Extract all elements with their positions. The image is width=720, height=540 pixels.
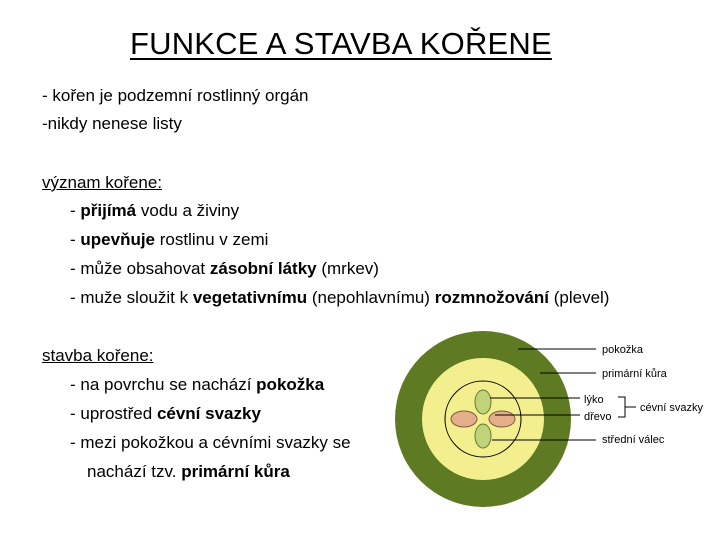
label-pokozka: pokožka [602, 344, 643, 356]
stavba-item-1: - na povrchu se nachází pokožka [70, 375, 325, 394]
label-stredni-valec: střední válec [602, 434, 665, 446]
label-drevo: dřevo [584, 411, 612, 423]
label-primarni-kura: primární kůra [602, 368, 667, 380]
page-title: FUNKCE A STAVBA KOŘENE [130, 26, 552, 61]
phloem-left [451, 411, 477, 427]
bracket-cevni-svazky [618, 397, 625, 417]
stavba-heading: stavba kořene: [42, 346, 154, 365]
root-cortex [422, 358, 544, 480]
label-lyko: lýko [584, 394, 604, 406]
intro-line-2: -nikdy nenese listy [42, 114, 182, 133]
xylem-bottom [475, 424, 491, 448]
label-cevni-svazky: cévní svazky [640, 402, 703, 414]
stavba-item-3: - mezi pokožkou a cévními svazky se [70, 433, 351, 452]
xylem-top [475, 390, 491, 414]
vyznam-item-3: - může obsahovat zásobní látky (mrkev) [70, 259, 379, 278]
phloem-right [489, 411, 515, 427]
vyznam-heading: význam kořene: [42, 173, 162, 192]
vyznam-item-1: - přijímá vodu a živiny [70, 201, 240, 220]
vyznam-item-2: - upevňuje rostlinu v zemi [70, 230, 269, 249]
vyznam-item-4: - muže sloužit k vegetativnímu (nepohlavnímu) rozmnožování (plevel) [70, 288, 610, 307]
stavba-item-2: - uprostřed cévní svazky [70, 404, 261, 423]
intro-line-1: - kořen je podzemní rostlinný orgán [42, 86, 309, 105]
stavba-item-4: nachází tzv. primární kůra [87, 462, 290, 481]
